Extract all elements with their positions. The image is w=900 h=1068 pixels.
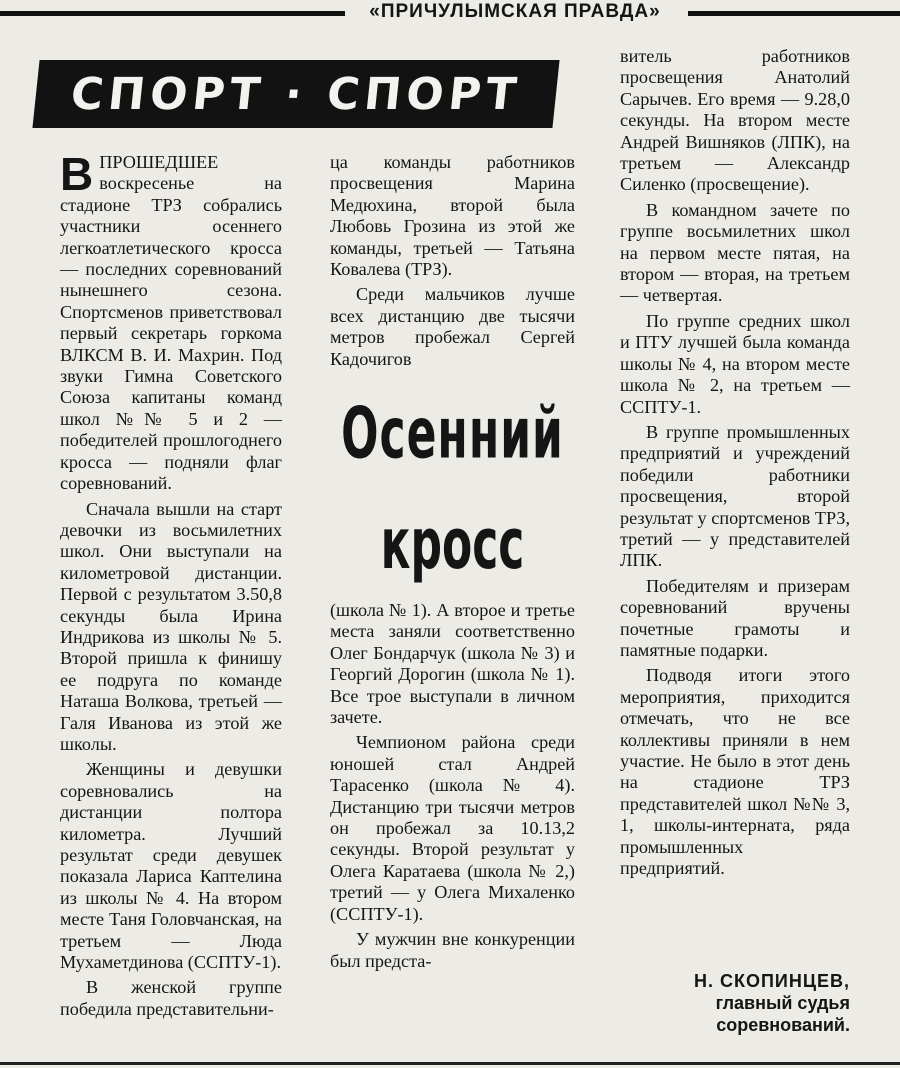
drop-cap: В: [60, 148, 94, 200]
paragraph: По группе средних школ и ПТУ лучшей была команда школы № 4, на втором месте школа № 2, на третьем — ССПТУ-1.: [620, 310, 850, 417]
section-banner-label: СПОРТ · СПОРТ: [68, 68, 524, 120]
masthead-rule-right: [688, 11, 900, 16]
newspaper-masthead: «ПРИЧУЛЫМСКАЯ ПРАВДА»: [369, 1, 661, 22]
author-name: Н. СКОПИНЦЕВ,: [693, 971, 850, 991]
headline-line-2: кросс: [380, 503, 525, 586]
paragraph-text: ПРОШЕДШЕЕ воскресенье на стадионе ТРЗ собрались участники осеннего легкоатлетического кросса — последних соревнований нынешнего сезона. Спортсменов приветствовал первый секретарь горкома ВЛКСМ В. И. Махрин. Под звуки Гимна Советского Союза капитаны команд школ №№ 5 и 2 — победителей прошлогоднего кросса — подняли флаг соревнований.: [60, 152, 282, 494]
paragraph: [60, 148, 282, 495]
paragraph: Чемпионом района среди юношей стал Андрей Тарасенко (школа № 4). Дистанцию три тысячи метров он пробежал за 10.13,2 секунды. Второй результат у Олега Каратаева (школа № 2,) третий — у Олега Михаленко (ССПТУ-1).: [330, 732, 575, 924]
paragraph: Среди мальчиков лучше всех дистанцию две тысячи метров пробежал Сергей Кадочигов: [330, 284, 575, 369]
paragraph: (школа № 1). А второе и третье места заняли соответственно Олег Бондарчук (школа № 3) и Георгий Дорогин (школа № 1). Все трое выступали в личном зачете.: [330, 600, 575, 728]
paragraph: витель работников просвещения Анатолий Сарычев. Его время — 9.28,0 секунды. На втором месте Андрей Вишняков (ЛПК), на третьем — Александр Силенко (просвещение).: [620, 46, 850, 195]
paragraph: ца команды работников просвещения Марина Медюхина, второй была Любовь Грозина из этой же команды, третьей — Татьяна Ковалева (ТРЗ).: [330, 152, 575, 280]
paragraph: Женщины и девушки соревновались на дистанции полтора километра. Лучший результат среди девушек показала Лариса Каптелина из школы № 4. На втором месте Таня Головчанская, на третьем — Люда Мухаметдинова (ССПТУ-1).: [60, 759, 282, 973]
author-role-line-2: соревнований.: [716, 1015, 850, 1035]
paragraph: В женской группе победила представительни-: [60, 977, 282, 1019]
article-headline: [330, 395, 575, 587]
bottom-rule: [0, 1062, 900, 1065]
masthead-rule-left: [0, 11, 345, 16]
paragraph: Победителям и призерам соревнований вручены почетные грамоты и памятные подарки.: [620, 575, 850, 660]
author-signature: [620, 970, 850, 1036]
paragraph: В командном зачете по группе восьмилетних школ на первом месте пятая, на втором — вторая, на третьем — четвертая.: [620, 199, 850, 306]
author-role-line-1: главный судья: [715, 993, 850, 1013]
article-column-2-bottom: [330, 600, 575, 972]
article-column-2-top: [330, 152, 575, 370]
article-column-1: [60, 148, 282, 1020]
section-banner: [32, 60, 559, 128]
paragraph: Сначала вышли на старт девочки из восьмилетних школ. Они выступали на километровой дистанции. Первой с результатом 3.50,8 секунды была Ирина Индрикова из школы № 5. Второй пришла к финишу ее подруга по команде Наташа Волкова, третьей — Галя Иванова из этой же школы.: [60, 498, 282, 754]
paragraph: Подводя итоги этого мероприятия, приходится отмечать, что не все коллективы приняли в нем участие. Не было в этот день на стадионе ТРЗ представителей школ №№ 3, 1, школы-интерната, ряда промышленных предприятий.: [620, 665, 850, 879]
paragraph: У мужчин вне конкуренции был предста-: [330, 929, 575, 971]
paragraph: В группе промышленных предприятий и учреждений победили работники просвещения, второй результат у спортсменов ТРЗ, третий — у представителей ЛПК.: [620, 421, 850, 571]
article-column-3: [620, 46, 850, 879]
headline-line-1: Осенний: [341, 393, 564, 475]
